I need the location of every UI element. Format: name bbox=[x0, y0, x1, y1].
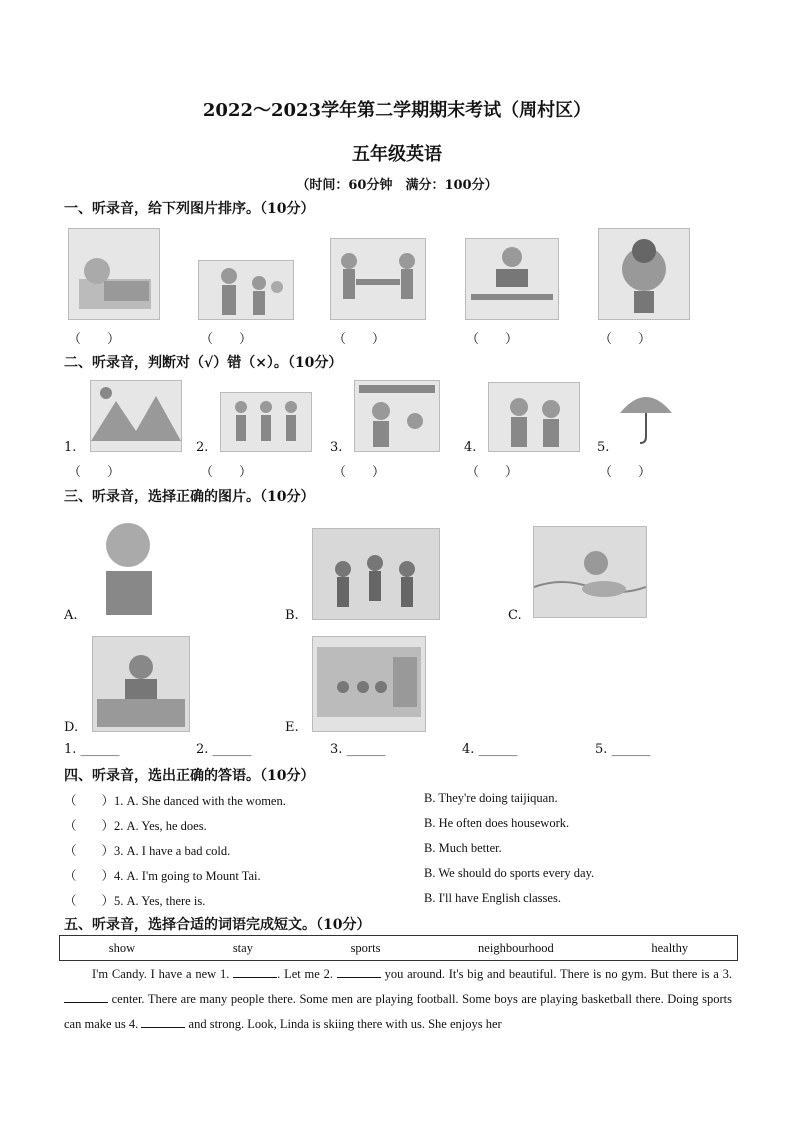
section5-heading: 五、听录音，选择合适的词语完成短文。（10分） bbox=[64, 917, 371, 933]
word-stay: stay bbox=[232, 940, 253, 955]
section2-number-3: 3. bbox=[330, 440, 343, 455]
section3-heading: 三、听录音，选择正确的图片。（10分） bbox=[64, 489, 315, 505]
blank-2[interactable] bbox=[337, 966, 381, 978]
section3-answer-3[interactable]: 3. ______ bbox=[330, 742, 386, 757]
section2-number-5: 5. bbox=[597, 440, 610, 455]
boy-swimming-icon bbox=[533, 526, 647, 618]
section3-label-d: D. bbox=[64, 720, 79, 735]
section2-paren-4[interactable]: （ ） bbox=[466, 465, 519, 480]
question-3-option-b[interactable]: B. Much better. bbox=[424, 841, 502, 855]
section1-paren-5[interactable]: （ ） bbox=[599, 332, 652, 347]
question-1-option-a[interactable]: （ ）1. A. She danced with the women. bbox=[64, 794, 286, 808]
bus-passengers-icon bbox=[354, 380, 440, 452]
section2-paren-2[interactable]: （ ） bbox=[200, 465, 253, 480]
question-row-5 bbox=[64, 891, 744, 909]
passage-part-2: . Let me 2. bbox=[277, 967, 333, 981]
section1-paren-2[interactable]: （ ） bbox=[200, 332, 253, 347]
question-2-option-b[interactable]: B. He often does housework. bbox=[424, 816, 570, 830]
section2-number-4: 4. bbox=[464, 440, 477, 455]
peking-opera-mask-icon bbox=[598, 228, 690, 320]
question-row-3 bbox=[64, 841, 744, 859]
question-4-option-b[interactable]: B. We should do sports every day. bbox=[424, 866, 595, 880]
question-2-option-a[interactable]: （ ）2. A. Yes, he does. bbox=[64, 819, 207, 833]
umbrella-icon bbox=[618, 385, 674, 447]
word-healthy: healthy bbox=[651, 940, 689, 955]
question-4-option-a[interactable]: （ ）4. A. I'm going to Mount Tai. bbox=[64, 869, 261, 883]
question-row-1 bbox=[64, 791, 744, 809]
section3-answer-2[interactable]: 2. ______ bbox=[196, 742, 252, 757]
section1-paren-1[interactable]: （ ） bbox=[68, 332, 121, 347]
section3-answer-1[interactable]: 1. ______ bbox=[64, 742, 120, 757]
question-5-option-a[interactable]: （ ）5. A. Yes, there is. bbox=[64, 894, 206, 908]
section3-label-b: B. bbox=[285, 608, 299, 623]
boys-playing-chess-icon bbox=[330, 238, 426, 320]
section3-label-c: C. bbox=[508, 608, 522, 623]
people-dancing-icon bbox=[312, 528, 440, 620]
section3-label-e: E. bbox=[285, 720, 299, 735]
passage-part-3: you around. It's big and beautiful. There is no gym. But there is a 3. bbox=[384, 967, 732, 981]
taijiquan-group-icon bbox=[220, 392, 312, 452]
section3-label-a: A. bbox=[64, 608, 78, 623]
word-show: show bbox=[108, 940, 136, 955]
blank-4[interactable] bbox=[141, 1016, 185, 1028]
section2-number-1: 1. bbox=[64, 440, 77, 455]
girl-with-headache-icon bbox=[88, 515, 166, 617]
boy-reading-at-desk-icon bbox=[465, 238, 559, 320]
word-bank bbox=[59, 935, 738, 961]
section2-paren-1[interactable]: （ ） bbox=[68, 465, 121, 480]
section2-paren-3[interactable]: （ ） bbox=[333, 465, 386, 480]
section3-answer-4[interactable]: 4. ______ bbox=[462, 742, 518, 757]
sick-boy-in-bed-icon bbox=[68, 228, 160, 320]
section1-heading: 一、听录音，给下列图片排序。（10分） bbox=[64, 201, 315, 217]
question-row-2 bbox=[64, 816, 744, 834]
exam-title: 2022～2023学年第二学期期末考试（周村区） bbox=[202, 100, 592, 121]
passage bbox=[64, 962, 732, 1037]
passage-part-1: I'm Candy. I have a new 1. bbox=[92, 967, 230, 981]
question-1-option-b[interactable]: B. They're doing taijiquan. bbox=[424, 791, 558, 805]
passage-part-4: center. There are many people there. Some men are playing football. Some boys are playing basketball there. Doing sports can make us 4. bbox=[64, 992, 732, 1031]
children-picking-fruit-icon bbox=[488, 382, 580, 452]
section1-paren-3[interactable]: （ ） bbox=[333, 332, 386, 347]
section2-heading: 二、听录音，判断对（√）错（×）。（10分） bbox=[64, 355, 343, 371]
word-neighbourhood: neighbourhood bbox=[478, 940, 554, 955]
section4-heading: 四、听录音，选出正确的答语。（10分） bbox=[64, 768, 315, 784]
passage-part-5: and strong. Look, Linda is skiing there with us. She enjoys her bbox=[188, 1017, 502, 1031]
section2-paren-5[interactable]: （ ） bbox=[599, 465, 652, 480]
blank-3[interactable] bbox=[64, 991, 108, 1003]
section1-paren-4[interactable]: （ ） bbox=[466, 332, 519, 347]
section2-number-2: 2. bbox=[196, 440, 209, 455]
exam-subtitle: 五年级英语 bbox=[352, 144, 442, 165]
boy-eating-icon bbox=[92, 636, 190, 732]
mountain-landscape-icon bbox=[90, 380, 182, 452]
blank-1[interactable] bbox=[233, 966, 277, 978]
people-boarding-bus-icon bbox=[312, 636, 426, 732]
word-sports: sports bbox=[350, 940, 381, 955]
question-5-option-b[interactable]: B. I'll have English classes. bbox=[424, 891, 561, 905]
exam-info: （时间：60分钟 满分：100分） bbox=[296, 178, 498, 193]
question-row-4 bbox=[64, 866, 744, 884]
question-3-option-a[interactable]: （ ）3. A. I have a bad cold. bbox=[64, 844, 231, 858]
section3-answer-5[interactable]: 5. ______ bbox=[595, 742, 651, 757]
family-group-icon bbox=[198, 260, 294, 320]
